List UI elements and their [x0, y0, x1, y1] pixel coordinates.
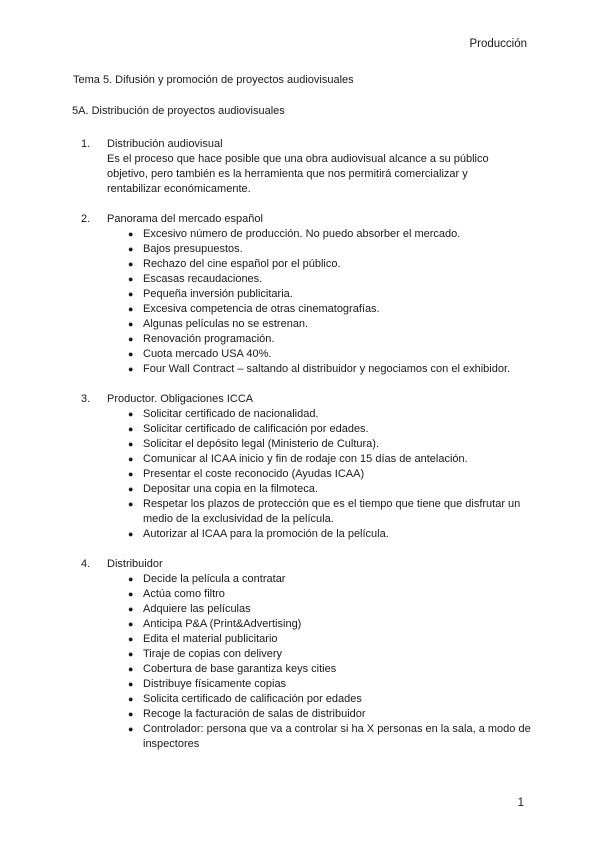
bullet-icon: ●: [128, 364, 134, 374]
list-item: [128, 362, 533, 377]
bullet-icon: ●: [128, 649, 134, 659]
list-item-text: Decide la película a contratar: [143, 573, 286, 585]
list-item-text: Solicitar certificado de calificación por edades.: [143, 423, 369, 435]
bullet-icon: ●: [128, 259, 134, 269]
page-number: 1: [517, 797, 524, 809]
bullet-icon: ●: [128, 589, 134, 599]
list-item: [128, 332, 533, 347]
list-item: [128, 602, 533, 617]
bullet-icon: ●: [128, 424, 134, 434]
list-item: [128, 497, 533, 527]
section-4: [73, 557, 533, 752]
list-item-text: Depositar una copia en la filmoteca.: [143, 483, 318, 495]
list-item-text: Four Wall Contract – saltando al distribuidor y negociamos con el exhibidor.: [143, 363, 511, 375]
bullet-icon: ●: [128, 229, 134, 239]
section-1: [73, 137, 533, 197]
bullet-icon: ●: [128, 274, 134, 284]
section-heading: Panorama del mercado español: [107, 213, 263, 225]
list-item-text: Algunas películas no se estrenan.: [143, 318, 309, 330]
bullet-list: [128, 572, 533, 752]
list-item-text: Edita el material publicitario: [143, 633, 278, 645]
list-item-text: Respetar los plazos de protección que es el tiempo que tiene que disfrutar un medio de la exclusividad de la película.: [143, 498, 521, 525]
list-item-text: Adquiere las películas: [143, 603, 251, 615]
list-item-text: Distribuye físicamente copias: [143, 678, 287, 690]
bullet-list: [128, 227, 533, 377]
document-subtitle: 5A. Distribución de proyectos audiovisuales: [72, 105, 285, 117]
list-item: [128, 452, 533, 467]
list-item-text: Cuota mercado USA 40%.: [143, 348, 272, 360]
list-item: [128, 722, 533, 752]
list-item: [128, 587, 533, 602]
list-item: [128, 422, 533, 437]
list-item-text: Comunicar al ICAA inicio y fin de rodaje con 15 días de antelación.: [143, 453, 468, 465]
bullet-icon: ●: [128, 664, 134, 674]
bullet-icon: ●: [128, 454, 134, 464]
list-item-text: Autorizar al ICAA para la promoción de la película.: [143, 528, 389, 540]
bullet-icon: ●: [128, 724, 134, 734]
bullet-icon: ●: [128, 304, 134, 314]
list-item-text: Pequeña inversión publicitaria.: [143, 288, 293, 300]
list-item: [128, 632, 533, 647]
document-title: Tema 5. Difusión y promoción de proyectos audiovisuales: [73, 74, 354, 86]
list-item: [128, 437, 533, 452]
list-item: [128, 482, 533, 497]
list-item: [128, 407, 533, 422]
list-item-text: Excesiva competencia de otras cinematografías.: [143, 303, 380, 315]
list-item: [128, 242, 533, 257]
list-item-text: Renovación programación.: [143, 333, 275, 345]
bullet-icon: ●: [128, 574, 134, 584]
section-heading: Distribución audiovisual: [107, 138, 223, 150]
list-item: [128, 572, 533, 587]
section-2: [73, 212, 533, 377]
list-item-text: Rechazo del cine español por el público.: [143, 258, 341, 270]
list-item-text: Excesivo número de producción. No puedo absorber el mercado.: [143, 228, 461, 240]
bullet-icon: ●: [128, 709, 134, 719]
list-item-text: Solicitar el depósito legal (Ministerio de Cultura).: [143, 438, 379, 450]
section-paragraph: Es el proceso que hace posible que una obra audiovisual alcance a su público objetivo, pero también es la herramienta que nos permitirá comercializar y rentabilizar económicamente.: [107, 153, 489, 195]
section-3: [73, 392, 533, 542]
list-item: [128, 707, 533, 722]
bullet-icon: ●: [128, 289, 134, 299]
bullet-icon: ●: [128, 484, 134, 494]
section-number: 4.: [81, 558, 91, 570]
list-item: [128, 662, 533, 677]
list-item: [128, 302, 533, 317]
list-item: [128, 287, 533, 302]
list-item: [128, 617, 533, 632]
bullet-icon: ●: [128, 499, 134, 509]
bullet-list: [128, 407, 533, 542]
list-item-text: Escasas recaudaciones.: [143, 273, 263, 285]
list-item: [128, 467, 533, 482]
page-header: Producción: [469, 38, 527, 50]
list-item-text: Recoge la facturación de salas de distribuidor: [143, 708, 366, 720]
section-number: 1.: [81, 138, 91, 150]
section-heading: Productor. Obligaciones ICCA: [107, 393, 254, 405]
section-number: 3.: [81, 393, 91, 405]
bullet-icon: ●: [128, 604, 134, 614]
bullet-icon: ●: [128, 439, 134, 449]
bullet-icon: ●: [128, 349, 134, 359]
list-item: [128, 227, 533, 242]
bullet-icon: ●: [128, 679, 134, 689]
list-item: [128, 272, 533, 287]
list-item-text: Solicitar certificado de nacionalidad.: [143, 408, 319, 420]
list-item: [128, 647, 533, 662]
list-item: [128, 257, 533, 272]
list-item-text: Solicita certificado de calificación por edades: [143, 693, 362, 705]
bullet-icon: ●: [128, 319, 134, 329]
list-item-text: Bajos presupuestos.: [143, 243, 243, 255]
list-item-text: Anticipa P&A (Print&Advertising): [143, 618, 302, 630]
list-item: [128, 692, 533, 707]
section-number: 2.: [81, 213, 91, 225]
list-item: [128, 347, 533, 362]
list-item-text: Actúa como filtro: [143, 588, 225, 600]
bullet-icon: ●: [128, 619, 134, 629]
list-item-text: Presentar el coste reconocido (Ayudas ICAA): [143, 468, 365, 480]
list-item-text: Cobertura de base garantiza keys cities: [143, 663, 337, 675]
bullet-icon: ●: [128, 529, 134, 539]
list-item-text: Tiraje de copias con delivery: [143, 648, 282, 660]
bullet-icon: ●: [128, 634, 134, 644]
list-item-text: Controlador: persona que va a controlar si ha X personas en la sala, a modo de inspectores: [143, 723, 531, 750]
bullet-icon: ●: [128, 469, 134, 479]
bullet-icon: ●: [128, 244, 134, 254]
bullet-icon: ●: [128, 334, 134, 344]
list-item: [128, 527, 533, 542]
bullet-icon: ●: [128, 409, 134, 419]
document-body: [73, 73, 533, 752]
section-heading: Distribuidor: [107, 558, 163, 570]
sections-list: [73, 137, 533, 752]
list-item: [128, 317, 533, 332]
list-item: [128, 677, 533, 692]
bullet-icon: ●: [128, 694, 134, 704]
